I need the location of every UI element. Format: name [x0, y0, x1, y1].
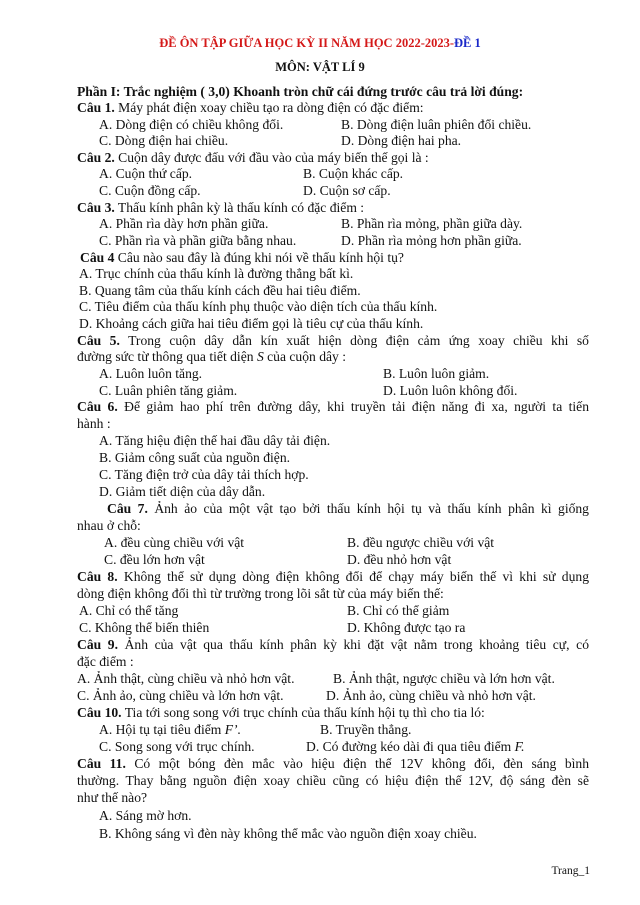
q6-option-c: C. Tăng điện trở của dây tải thích hợp.	[99, 467, 309, 482]
q9-option-c: C. Ảnh ảo, cùng chiều và lớn hơn vật.	[77, 688, 284, 703]
q11-option-b: B. Không sáng vì đèn này không thể mắc vào nguồn điện xoay chiều.	[99, 826, 477, 841]
question-8-cont: dòng điện không đổi thì từ trường trong lõi sắt từ của máy biến thế:	[77, 586, 444, 601]
question-6-cont: hành :	[77, 416, 111, 431]
question-9-cont: đặc điểm :	[77, 654, 134, 669]
q7-option-b: B. đều ngược chiều với vật	[347, 535, 495, 550]
q4-option-a: A. Trục chính của thấu kính là đường thẳng bất kì.	[79, 266, 354, 281]
question-9: Câu 9. Ảnh của vật qua thấu kính phân kỳ khi đặt vật nằm trong khoảng tiêu cự, có	[77, 637, 589, 652]
q11-option-a: A. Sáng mờ hơn.	[99, 808, 192, 823]
q3-option-c: C. Phần rìa và phần giữa bằng nhau.	[99, 233, 297, 248]
question-11-cont-2: như thế nào?	[77, 790, 148, 805]
q2-option-d: D. Cuộn sơ cấp.	[303, 183, 391, 198]
q9-option-a: A. Ảnh thật, cùng chiều và nhỏ hơn vật.	[77, 671, 295, 686]
q8-option-d: D. Không được tạo ra	[347, 620, 466, 635]
q7-option-d: D. đều nhỏ hơn vật	[347, 552, 452, 567]
exam-title-number: ĐỀ 1	[454, 36, 481, 50]
question-11-cont-1: thường. Thay bằng nguồn điện xoay chiều cũng có hiệu điện thế 12V, độ sáng đèn sẽ	[77, 773, 589, 788]
question-7-cont: nhau ở chỗ:	[77, 518, 141, 533]
question-3: Câu 3. Thấu kính phân kỳ là thấu kính có đặc điểm :	[77, 200, 365, 215]
q8-option-b: B. Chỉ có thể giảm	[347, 603, 450, 618]
q9-option-d: D. Ảnh ảo, cùng chiều và nhỏ hơn vật.	[326, 688, 536, 703]
q10-option-c: C. Song song với trục chính.	[99, 739, 255, 754]
q8-option-c: C. Không thể biến thiên	[79, 620, 210, 635]
q4-option-b: B. Quang tâm của thấu kính cách đều hai tiêu điểm.	[79, 283, 361, 298]
q10-option-b: B. Truyền thẳng.	[320, 722, 412, 737]
q6-option-d: D. Giảm tiết diện của dây dẫn.	[99, 484, 266, 499]
q2-option-b: B. Cuộn khác cấp.	[303, 166, 404, 181]
q1-option-c: C. Dòng điện hai chiều.	[99, 133, 229, 148]
q10-option-a: A. Hội tụ tại tiêu điểm F’.	[99, 722, 241, 737]
q8-option-a: A. Chỉ có thể tăng	[79, 603, 179, 618]
exam-title-main: ĐỀ ÔN TẬP GIỮA HỌC KỲ II NĂM HỌC 2022-2023-	[159, 36, 455, 50]
question-5-cont: đường sức từ thông qua tiết diện S của cuộn dây :	[77, 349, 347, 364]
question-2: Câu 2. Cuộn dây được đấu với đầu vào của máy biến thế gọi là :	[77, 150, 429, 165]
q1-option-b: B. Dòng điện luân phiên đổi chiều.	[341, 117, 532, 132]
q9-option-b: B. Ảnh thật, ngược chiều và lớn hơn vật.	[333, 671, 555, 686]
q5-option-d: D. Luôn luôn không đổi.	[383, 383, 518, 398]
q4-option-c: C. Tiêu điểm của thấu kính phụ thuộc vào diện tích của thấu kính.	[79, 299, 438, 314]
q5-option-c: C. Luân phiên tăng giảm.	[99, 383, 238, 398]
question-6: Câu 6. Để giảm hao phí trên đường dây, khi truyền tải điện năng đi xa, người ta tiến	[77, 399, 589, 414]
question-4: Câu 4 Câu nào sau đây là đúng khi nói về thấu kính hội tụ?	[80, 250, 404, 265]
q1-option-a: A. Dòng điện có chiều không đổi.	[99, 117, 284, 132]
question-7: Câu 7. Ảnh ảo của một vật tạo bởi thấu kính hội tụ và thấu kính phân kì giống	[107, 501, 589, 516]
page-number: Trang_1	[551, 865, 590, 877]
q3-option-b: B. Phần rìa mỏng, phần giữa dày.	[341, 216, 523, 231]
exam-subject: MÔN: VẬT LÍ 9	[275, 60, 365, 74]
question-8: Câu 8. Không thể sử dụng dòng điện không đổi để chạy máy biến thế vì khi sử dụng	[77, 569, 589, 584]
question-1: Câu 1. Máy phát điện xoay chiều tạo ra dòng điện có đặc điểm:	[77, 100, 424, 115]
q2-option-c: C. Cuộn đồng cấp.	[99, 183, 201, 198]
q5-option-b: B. Luôn luôn giảm.	[383, 366, 490, 381]
q6-option-a: A. Tăng hiệu điện thế hai đầu dây tải điện.	[99, 433, 331, 448]
q2-option-a: A. Cuộn thứ cấp.	[99, 166, 193, 181]
q6-option-b: B. Giảm công suất của nguồn điện.	[99, 450, 291, 465]
q3-option-a: A. Phần rìa dày hơn phần giữa.	[99, 216, 269, 231]
question-10: Câu 10. Tia tới song song với trục chính của thấu kính hội tụ thì cho tia ló:	[77, 705, 485, 720]
q1-option-d: D. Dòng điện hai pha.	[341, 133, 462, 148]
q3-option-d: D. Phần rìa mỏng hơn phần giữa.	[341, 233, 522, 248]
question-5: Câu 5. Trong cuộn dây dẫn kín xuất hiện dòng điện cảm ứng xoay chiều khi số	[77, 333, 589, 348]
q7-option-a: A. đều cùng chiều với vật	[104, 535, 245, 550]
question-11: Câu 11. Có một bóng đèn mắc vào hiệu điện thế 12V không đổi, đèn sáng bình	[77, 756, 589, 771]
part1-heading: Phần I: Trắc nghiệm ( 3,0) Khoanh tròn chữ cái đứng trước câu trả lời đúng:	[77, 84, 524, 99]
q5-option-a: A. Luôn luôn tăng.	[99, 366, 203, 381]
q7-option-c: C. đều lớn hơn vật	[104, 552, 205, 567]
q10-option-d: D. Có đường kéo dài đi qua tiêu điểm F.	[306, 739, 525, 754]
exam-title	[0, 36, 640, 51]
q4-option-d: D. Khoảng cách giữa hai tiêu điểm gọi là tiêu cự của thấu kính.	[79, 316, 424, 331]
